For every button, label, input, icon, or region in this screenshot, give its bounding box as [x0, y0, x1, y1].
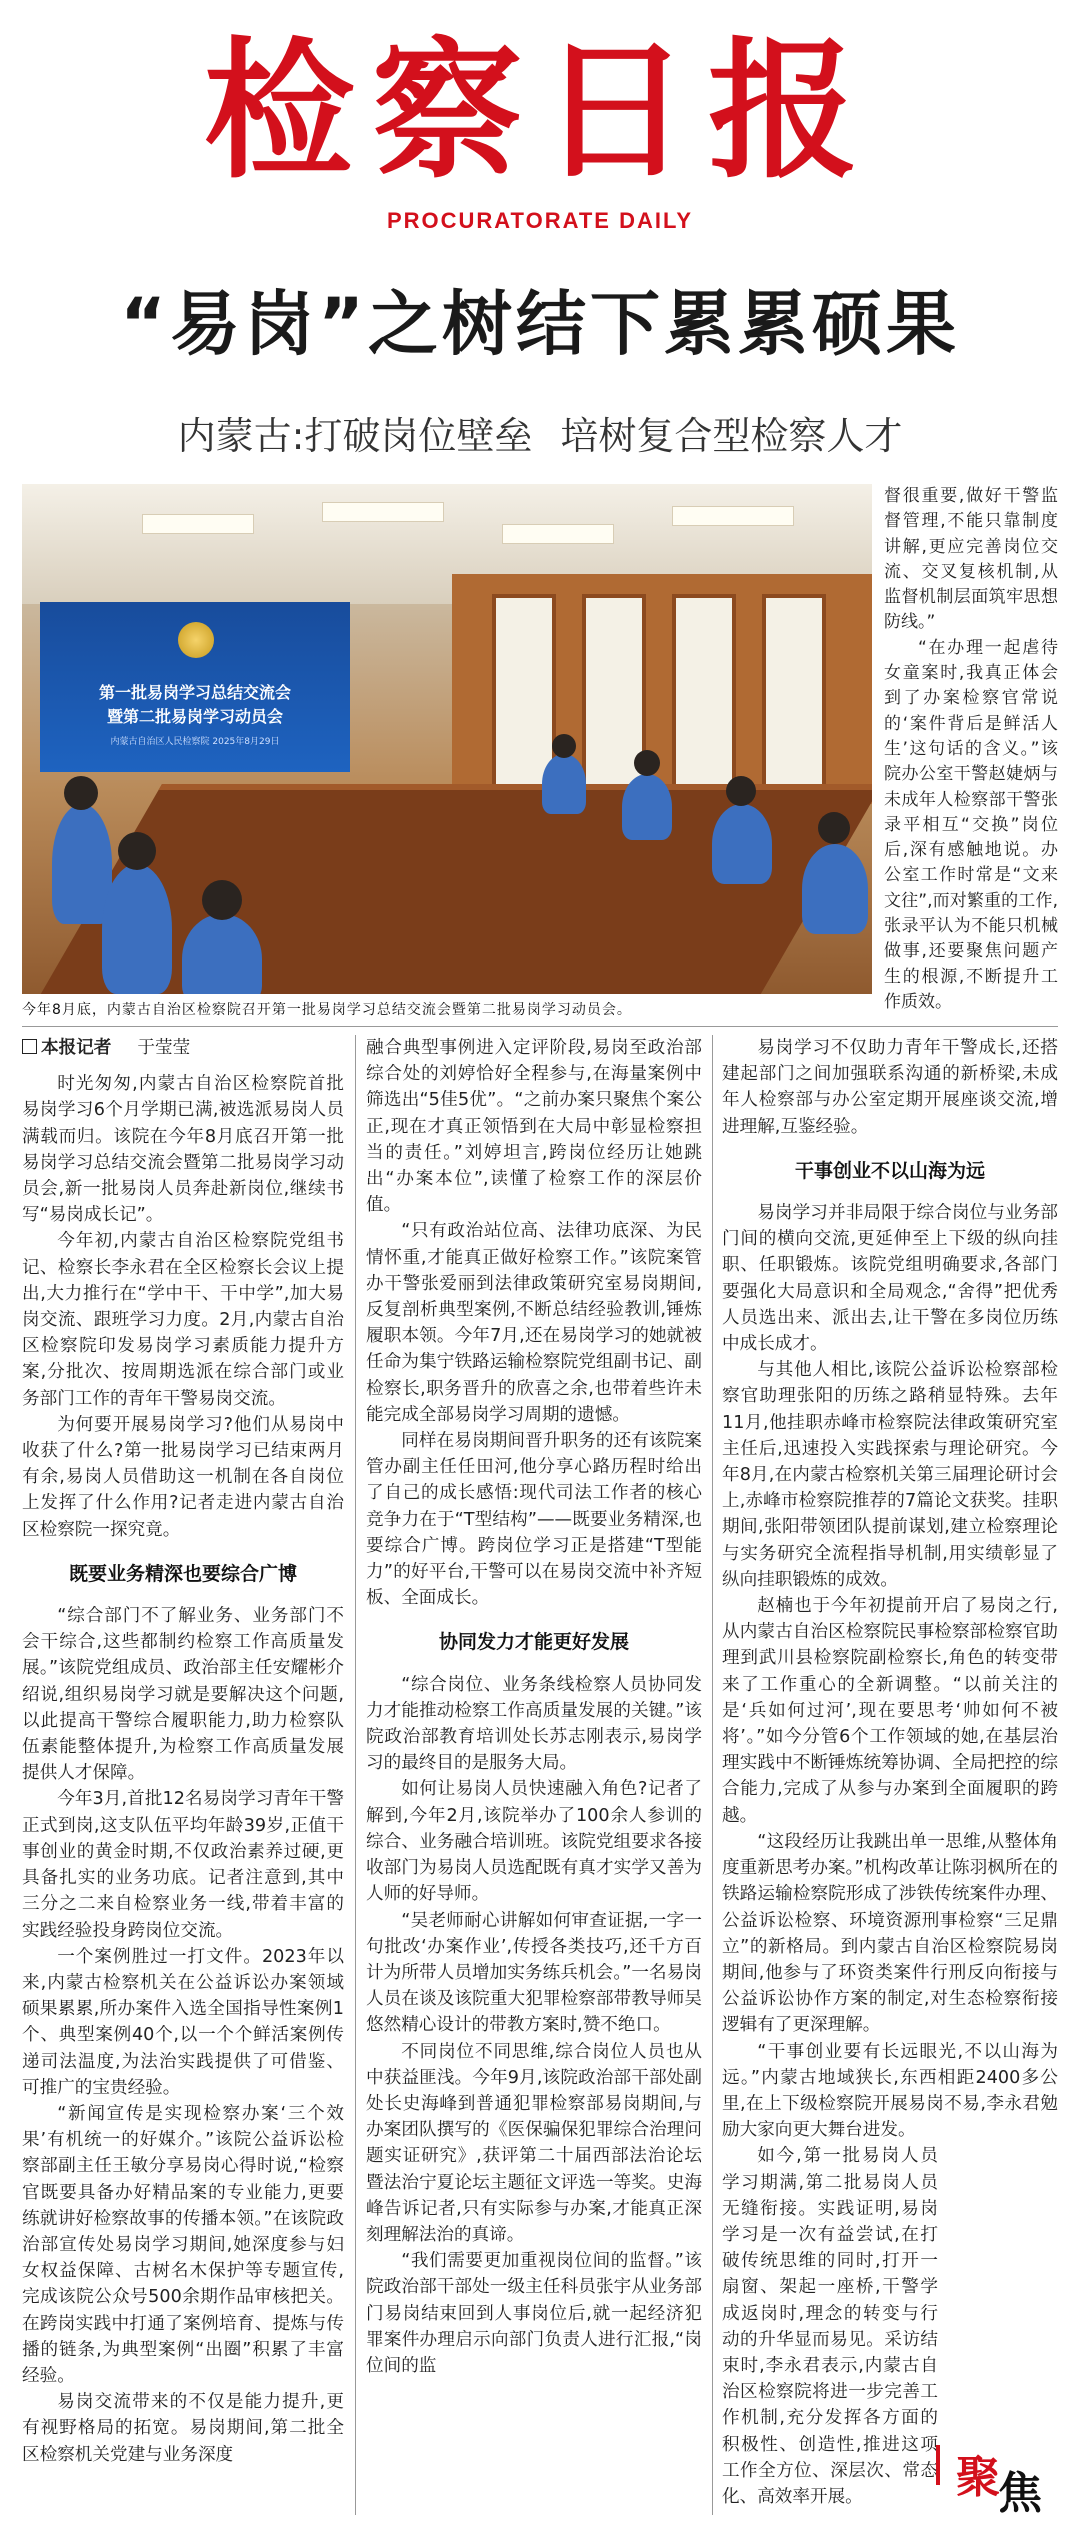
- ceiling-light: [672, 506, 794, 526]
- photo-window: [672, 594, 736, 792]
- attendee: [622, 774, 672, 840]
- subheadline-part-1: 内蒙古:打破岗位壁垒: [177, 414, 533, 458]
- attendee-head: [202, 880, 242, 920]
- col2-paragraph: “吴老师耐心讲解如何审查证据,一字一句批改‘办案作业’,传授各类技巧,还千方百计为所带人员增加实务练兵机会。”一名易岗人员在谈及该院重大犯罪检察部带教导师吴悠然精心设计的带教方案时,赞不绝口。: [366, 1910, 702, 2036]
- col3-paragraph: 与其他人相比,该院公益诉讼检察部检察官助理张阳的历练之路稍显特殊。去年11月,他挂职赤峰市检察院法律政策研究室主任后,迅速投入实践探索与理论研究。今年8月,在内蒙古检察机关第三届理论研讨会上,赤峰市检察院推荐的7篇论文获奖。挂职期间,张阳带领团队提前谋划,建立检察理论与实务研究全流程指导机制,用实绩彰显了纵向挂职锻炼的成效。: [722, 1360, 1058, 1590]
- col2-paragraph: 同样在易岗期间晋升职务的还有该院案管办副主任任田河,他分享心路历程时给出了自己的成长感悟:现代司法工作者的核心竞争力在于“T型结构”——既要业务精深,也要综合广博。跨岗位学习正是搭建“T型能力”的好平台,干警可以在易岗交流中补齐短板、全面成长。: [366, 1431, 702, 1609]
- col3-paragraph: “这段经历让我跳出单一思维,从整体角度重新思考办案。”机构改革让陈羽枫所在的铁路运输检察院形成了涉铁传统案件办理、公益诉讼检察、环境资源刑事检察“三足鼎立”的新格局。到内蒙古自治区检察院易岗期间,他参与了环资类案件行刑反向衔接与公益诉讼协作方案的制定,对生态检察衔接逻辑有了更深理解。: [722, 1831, 1058, 2036]
- col3-paragraph: 易岗学习并非局限于综合岗位与业务部门间的横向交流,更延伸至上下级的纵向挂职、任职锻炼。该院党组明确要求,各部门要强化大局意识和全局观念,“舍得”把优秀人员选出来、派出去,让干警在多岗位历练中成长成才。: [722, 1203, 1058, 1355]
- col3-paragraph: 赵楠也于今年初提前开启了易岗之行,从内蒙古自治区检察院民事检察部检察官助理到武川县检察院副检察长,角色的转变带来了工作重心的全新调整。“以前关注的是‘兵如何过河’,现在要思考‘帅如何不被将’。”如今分管6个工作领域的她,在基层治理实践中不断锤炼统筹协调、全局把控的综合能力,完成了从参与办案到全面履职的跨越。: [722, 1596, 1058, 1826]
- col1-paragraph: 今年3月,首批12名易岗学习青年干警正式到岗,这支队伍平均年龄39岁,正值干事创业的黄金时期,不仅政治素养过硬,更具备扎实的业务功底。记者注意到,其中三分之二来自检察业务一线,带着丰富的实践经验投身跨岗位交流。: [22, 1789, 344, 1941]
- col2-paragraph: 如何让易岗人员快速融入角色?记者了解到,今年2月,该院举办了100余人参训的综合、业务融合培训班。该院党组要求各接收部门为易岗人员选配既有真才实学又善为人师的好导师。: [366, 1779, 702, 1905]
- column-3-top: [884, 484, 1058, 1015]
- attendee-head: [726, 776, 756, 806]
- attendee-head: [118, 832, 156, 870]
- attendee: [102, 864, 172, 994]
- attendee-head: [634, 750, 660, 776]
- column-3: [722, 1035, 1058, 2510]
- ceiling-light: [502, 524, 614, 544]
- procuratorate-emblem-icon: [178, 622, 214, 658]
- attendee-head: [818, 812, 850, 844]
- col2-paragraph: “我们需要更加重视岗位间的监督。”该院政治部干部处一级主任科员张宇从业务部门易岗结束回到人事岗位后,就一起经济犯罪案件办理启示向部门负责人进行汇报,“岗位间的监: [366, 2251, 702, 2376]
- focus-badge: [936, 2435, 1056, 2519]
- article-subheadline: [0, 405, 1080, 460]
- col1-paragraph: 易岗交流带来的不仅是能力提升,更有视野格局的拓宽。易岗期间,第二批全区检察机关党建与业务深度: [22, 2392, 344, 2465]
- col3-paragraph: 易岗学习不仅助力青年干警成长,还搭建起部门之间加强联系沟通的新桥梁,未成年人检察部与办公室定期开展座谈交流,增进理解,互鉴经验。: [722, 1038, 1058, 1137]
- masthead-subtitle: PROCURATORATE DAILY: [386, 208, 694, 233]
- column-1: [22, 1035, 344, 2468]
- col1-paragraph: “新闻宣传是实现检察办案‘三个效果’有机统一的好媒介。”该院公益诉讼检察部副主任王敏分享易岗心得时说,“检察官既要具备办好精品案的专业能力,更要练就讲好检察故事的传播本领。”在该院政治部宣传处易岗学习期间,她深度参与妇女权益保障、古树名木保护等专题宣传,完成该院公众号500余期作品审核把关。在跨岗实践中打通了案例培育、提炼与传播的链条,为典型案例“出圈”积累了丰富经验。: [22, 2103, 344, 2386]
- col3-paragraph: “干事创业要有长远眼光,不以山海为远。”内蒙古地域狭长,东西相距2400多公里,在上下级检察院开展易岗不易,李永君勉励大家向更大舞台进发。: [722, 2041, 1058, 2141]
- column-divider: [355, 1035, 356, 2515]
- column-divider: [712, 1035, 713, 2515]
- focus-badge-char-2: 焦: [998, 2468, 1042, 2519]
- screen-line-1: 第一批易岗学习总结交流会: [98, 683, 291, 702]
- col3-paragraph: 督很重要,做好干警监督管理,不能只靠制度讲解,更应完善岗位交流、交叉复核机制,从监督机制层面筑牢思想防线。”: [884, 486, 1058, 633]
- column-2: [366, 1035, 702, 2379]
- badge-flag-icon: [936, 2445, 958, 2485]
- reporter-label: 本报记者: [41, 1038, 112, 1058]
- col1-paragraph: “综合部门不了解业务、业务部门不会干综合,这些都制约检察工作高质量发展。”该院党组成员、政治部主任安耀彬介绍说,组织易岗学习就是要解决这个问题,以此提高干警综合履职能力,助力检察队伍素能整体提升,为检察工作高质量发展提供人才保障。: [22, 1606, 344, 1784]
- col2-paragraph: 融合典型事例进入定评阶段,易岗至政治部综合处的刘婷恰好全程参与,在海量案例中筛选出“5佳5优”。“之前办案只聚焦个案公正,现在才真正领悟到在大局中彰显检察担当的责任。”刘婷坦言,跨岗位经历让她跳出“办案本位”,读懂了检察工作的深层价值。: [366, 1038, 702, 1216]
- caption-rule: [22, 1026, 1058, 1027]
- col2-section-heading: 协同发力才能更好发展: [438, 1631, 629, 1654]
- screen-line-3: 内蒙古自治区人民检察院 2025年8月29日: [110, 737, 280, 747]
- col3-paragraph: “在办理一起虐待女童案时,我真正体会到了办案检察官常说的‘案件背后是鲜活人生’这句话的含义。”该院办公室干警赵婕炳与未成年人检察部干警张录平相互“交换”岗位后,深有感触地说。办公室工作时常是“文来文往”,而对繁重的工作,张录平认为不能只机械做事,还要聚焦问题产生的根源,不断提升工作质效。: [884, 637, 1058, 1012]
- photo-window: [492, 594, 556, 792]
- attendee: [182, 914, 262, 994]
- col3-section-heading: 干事创业不以山海为远: [794, 1159, 985, 1182]
- meeting-photo: [22, 484, 872, 994]
- photo-caption: 今年8月底，内蒙古自治区检察院召开第一批易岗学习总结交流会暨第二批易岗学习动员会。: [22, 1002, 632, 1018]
- attendee: [542, 754, 586, 814]
- ceiling-light: [142, 514, 254, 534]
- col2-paragraph: “综合岗位、业务条线检察人员协同发力才能推动检察工作高质量发展的关键。”该院政治部教育培训处长苏志刚表示,易岗学习的最终目的是服务大局。: [366, 1674, 702, 1774]
- screen-line-2: 暨第二批易岗学习动员会: [106, 707, 283, 726]
- article-headline: “易岗”之树结下累累硕果: [119, 283, 960, 365]
- attendee: [52, 804, 112, 924]
- col2-paragraph: “只有政治站位高、法律功底深、为民情怀重,才能真正做好检察工作。”该院案管办干警张爱丽到法律政策研究室易岗期间,反复剖析典型案例,不断总结经验教训,锤炼履职本领。今年7月,还在易岗学习的她就被任命为集宁铁路运输检察院党组副书记、副检察长,职务晋升的欣喜之余,也带着些许未能完成全部易岗学习周期的遗憾。: [366, 1221, 702, 1425]
- focus-badge-char-1: 聚: [956, 2452, 1000, 2503]
- projection-screen: [40, 602, 350, 772]
- byline-box-icon: [22, 1039, 37, 1054]
- masthead: [0, 0, 1080, 245]
- col3-paragraph: 如今,第一批易岗人员学习期满,第二批易岗人员无缝衔接。实践证明,易岗学习是一次有益尝试,在打破传统思维的同时,打开一扇窗、架起一座桥,干警学成返岗时,理念的转变与行动的升华显而易见。采访结束时,李永君表示,内蒙古自治区检察院将进一步完善工作机制,充分发挥各方面的积极性、创造性,推进这项工作全方位、深层次、常态化、高效率开展。: [722, 2146, 938, 2507]
- attendee: [712, 804, 772, 884]
- reporter-byline: [22, 1035, 344, 1061]
- masthead-title: 检察日报: [203, 23, 876, 199]
- col1-paragraph: 一个案例胜过一打文件。2023年以来,内蒙古检察机关在公益诉讼办案领域硕果累累,所办案件入选全国指导性案例1个、典型案例40个,以一个个鲜活案例传递司法温度,为法治实践提供了可借鉴、可推广的宝贵经验。: [22, 1946, 344, 2098]
- reporter-name: 于莹莹: [137, 1038, 191, 1058]
- ceiling-light: [322, 502, 444, 522]
- subheadline-part-2: 培树复合型检察人才: [560, 414, 903, 458]
- col1-paragraph: 时光匆匆,内蒙古自治区检察院首批易岗学习6个月学期已满,被选派易岗人员满载而归。该院在今年8月底召开第一批易岗学习总结交流会暨第二批易岗学习动员会,新一批易岗人员奔赴新岗位,继续书写“易岗成长记”。: [22, 1074, 344, 1226]
- photo-window: [762, 594, 826, 792]
- col1-section-heading: 既要业务精深也要综合广博: [68, 1562, 297, 1585]
- attendee: [802, 844, 868, 934]
- col1-paragraph: 为何要开展易岗学习?他们从易岗中收获了什么?第一批易岗学习已结束两月有余,易岗人员借助这一机制在各自岗位上发挥了什么作用?记者走进内蒙古自治区检察院一探究竟。: [22, 1414, 344, 1540]
- attendee-head: [64, 776, 98, 810]
- col2-paragraph: 不同岗位不同思维,综合岗位人员也从中获益匪浅。今年9月,该院政治部干部处副处长史海峰到普通犯罪检察部易岗期间,与办案团队撰写的《医保骗保犯罪综合治理问题实证研究》,获评第二十届西部法治论坛暨法治宁夏论坛主题征文评选一等奖。史海峰告诉记者,只有实际参与办案,才能真正深刻理解法治的真谛。: [366, 2041, 702, 2245]
- attendee-head: [552, 734, 576, 758]
- col1-paragraph: 今年初,内蒙古自治区检察院党组书记、检察长李永君在全区检察长会议上提出,大力推行在“学中干、干中学”,加大易岗交流、跟班学习力度。2月,内蒙古自治区检察院印发易岗学习素质能力提升方案,分批次、按周期选派在综合部门或业务部门工作的青年干警易岗交流。: [22, 1231, 344, 1409]
